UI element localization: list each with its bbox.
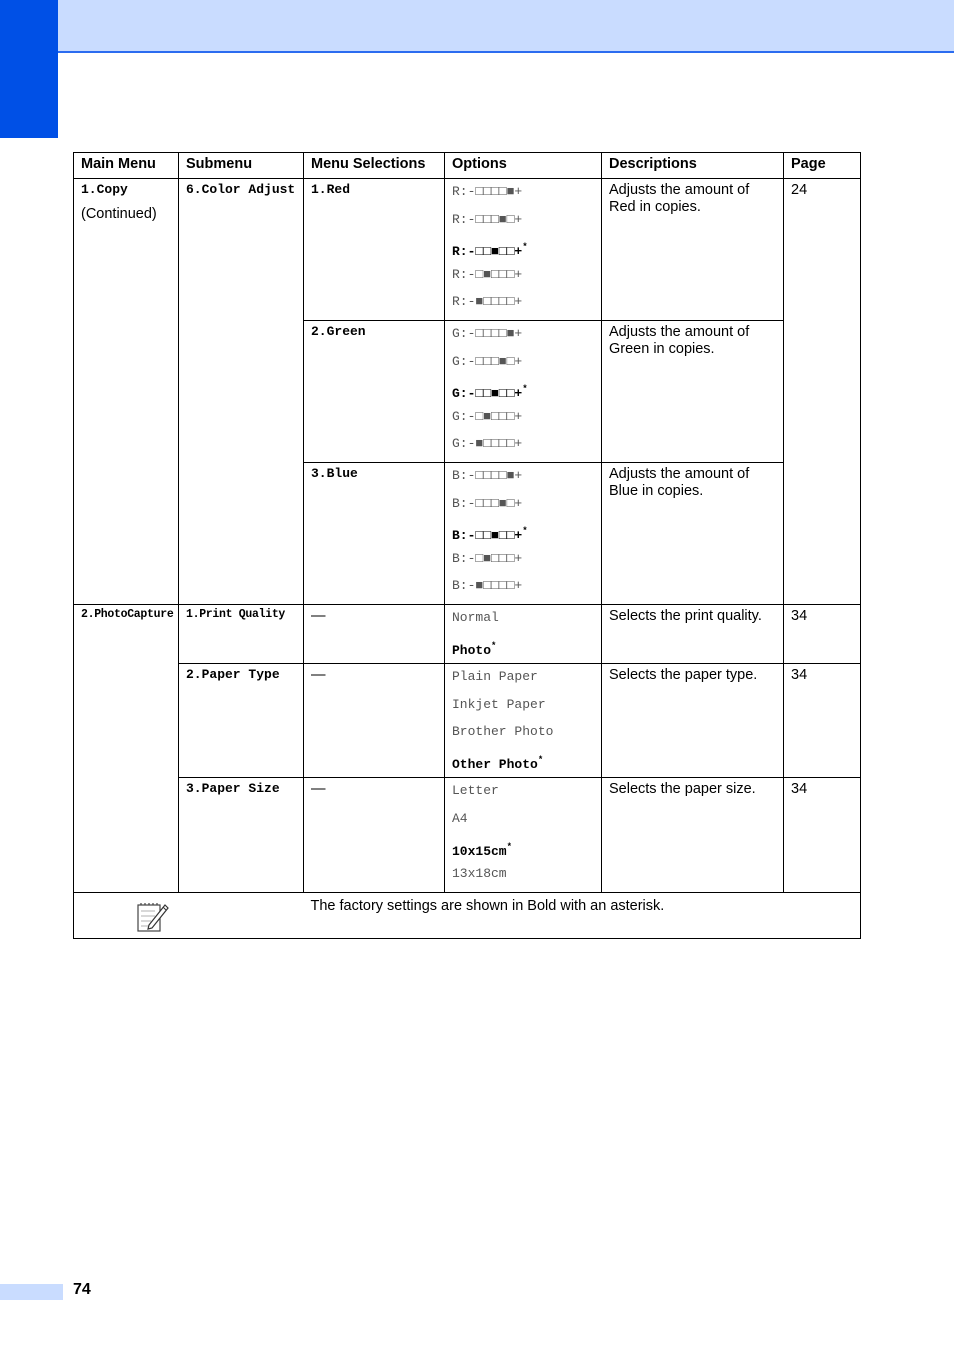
- description-cell: [602, 320, 784, 462]
- default-marker: *: [522, 384, 528, 395]
- option-item: 13x18cm: [452, 866, 507, 882]
- options-list-paper-size: [452, 781, 594, 891]
- page-cell: [784, 604, 861, 663]
- option-item: Inkjet Paper: [452, 696, 546, 712]
- options-cell: [445, 462, 602, 604]
- page-cell: [784, 179, 861, 605]
- option-item: R:-■□□□□+: [452, 294, 523, 310]
- note-pencil-icon: [136, 899, 304, 936]
- options-cell: [445, 179, 602, 321]
- default-marker: *: [537, 754, 544, 765]
- option-item: G:-■□□□□+: [452, 436, 523, 452]
- selection-cell: [304, 778, 445, 892]
- description-cell: [602, 778, 784, 892]
- description-cell: [602, 179, 784, 321]
- submenu-print-quality: 1.Print Quality: [186, 607, 286, 621]
- table-row: [74, 664, 861, 778]
- option-item: Normal: [452, 609, 499, 625]
- options-cell: [445, 604, 602, 663]
- selection-cell: [304, 462, 445, 604]
- default-marker: *: [522, 526, 528, 537]
- option-item: B:-□■□□□+: [452, 550, 523, 566]
- submenu-cell-color-adjust: [179, 179, 304, 605]
- submenu-paper-type: 2.Paper Type: [186, 667, 280, 683]
- table-header-row: [74, 153, 861, 179]
- option-item: Plain Paper: [452, 669, 538, 685]
- options-list-red: [452, 182, 594, 320]
- selection-none-print-quality: —: [311, 607, 326, 624]
- page-ref-paper-type: 34: [791, 667, 808, 684]
- options-list-paper-type: [452, 667, 594, 777]
- main-menu-photocapture: 2.PhotoCapture: [81, 607, 174, 621]
- chapter-tab-block: [0, 0, 58, 138]
- option-item: R:-□■□□□+: [452, 266, 523, 282]
- option-item: B:-■□□□□+: [452, 578, 523, 594]
- option-item: G:-□□□□■+: [452, 325, 523, 341]
- option-item: Photo*: [452, 640, 497, 658]
- header-main-menu: Main Menu: [74, 153, 179, 179]
- selection-cell: [304, 664, 445, 778]
- option-item: B:-□□□■□+: [452, 495, 523, 511]
- page-cell: [784, 778, 861, 892]
- selection-blue: 3.Blue: [311, 465, 358, 481]
- menu-table: [73, 152, 861, 939]
- main-menu-cell-photocapture: [74, 604, 179, 892]
- option-item: R:-□□□■□+: [452, 211, 523, 227]
- submenu-cell: [179, 604, 304, 663]
- description-red: Adjusts the amount of Red in copies.: [609, 182, 750, 215]
- header-band: [58, 0, 954, 53]
- note-text-cell: [304, 892, 861, 938]
- main-menu-copy: 1.Copy: [81, 182, 128, 197]
- submenu-cell: [179, 778, 304, 892]
- page-ref-color-adjust: 24: [791, 182, 808, 198]
- note-row: [74, 892, 861, 938]
- page-ref-paper-size: 34: [791, 781, 808, 798]
- option-item: R:-□□□□■+: [452, 184, 523, 199]
- header-menu-selections: Menu Selections: [304, 153, 445, 179]
- page-cell: [784, 664, 861, 778]
- description-paper-size: Selects the paper size.: [609, 781, 756, 798]
- note-text: The factory settings are shown in Bold with an asterisk.: [310, 897, 665, 914]
- option-item: Brother Photo: [452, 724, 554, 740]
- submenu-color-adjust: 6.Color Adjust: [186, 182, 296, 197]
- main-menu-cell-copy: [74, 179, 179, 605]
- option-item: G:-□□■□□+*: [452, 384, 528, 402]
- table-row: [74, 604, 861, 663]
- options-list-blue: [452, 466, 594, 604]
- table-row: [74, 778, 861, 892]
- description-cell: [602, 604, 784, 663]
- header-submenu: Submenu: [179, 153, 304, 179]
- selection-cell: [304, 179, 445, 321]
- selection-red: 1.Red: [311, 182, 351, 197]
- selection-cell: [304, 320, 445, 462]
- continued-label: (Continued): [81, 206, 157, 222]
- note-icon-cell: [74, 892, 304, 938]
- description-paper-type: Selects the paper type.: [609, 667, 758, 684]
- table-row: [74, 179, 861, 321]
- options-cell: [445, 320, 602, 462]
- selection-cell: [304, 604, 445, 663]
- selection-none-paper-size: —: [311, 781, 326, 798]
- selection-green: 2.Green: [311, 323, 366, 339]
- description-green: Adjusts the amount of Green in copies.: [609, 323, 750, 357]
- submenu-paper-size: 3.Paper Size: [186, 781, 280, 797]
- page-ref-print-quality: 34: [791, 607, 808, 624]
- description-cell: [602, 664, 784, 778]
- header-page: Page: [784, 153, 861, 179]
- option-item: Letter: [452, 783, 499, 799]
- footer-accent-bar: [0, 1284, 63, 1300]
- submenu-cell: [179, 664, 304, 778]
- description-blue: Adjusts the amount of Blue in copies.: [609, 465, 750, 499]
- header-descriptions: Descriptions: [602, 153, 784, 179]
- option-item: 10x15cm*: [452, 841, 513, 859]
- description-cell: [602, 462, 784, 604]
- options-cell: [445, 664, 602, 778]
- option-item: B:-□□■□□+*: [452, 526, 528, 544]
- option-item: Other Photo*: [452, 754, 544, 772]
- options-list-print-quality: [452, 608, 594, 663]
- option-item: B:-□□□□■+: [452, 467, 523, 483]
- default-marker: *: [522, 242, 528, 253]
- selection-none-paper-type: —: [311, 667, 326, 684]
- header-options: Options: [445, 153, 602, 179]
- option-item: G:-□■□□□+: [452, 408, 523, 424]
- page-number: 74: [73, 1281, 91, 1298]
- default-marker: *: [506, 841, 513, 852]
- option-item: A4: [452, 811, 468, 827]
- options-cell: [445, 778, 602, 892]
- default-marker: *: [491, 640, 497, 651]
- description-print-quality: Selects the print quality.: [609, 607, 762, 624]
- option-item: G:-□□□■□+: [452, 353, 523, 369]
- option-item: R:-□□■□□+*: [452, 242, 528, 260]
- options-list-green: [452, 324, 594, 462]
